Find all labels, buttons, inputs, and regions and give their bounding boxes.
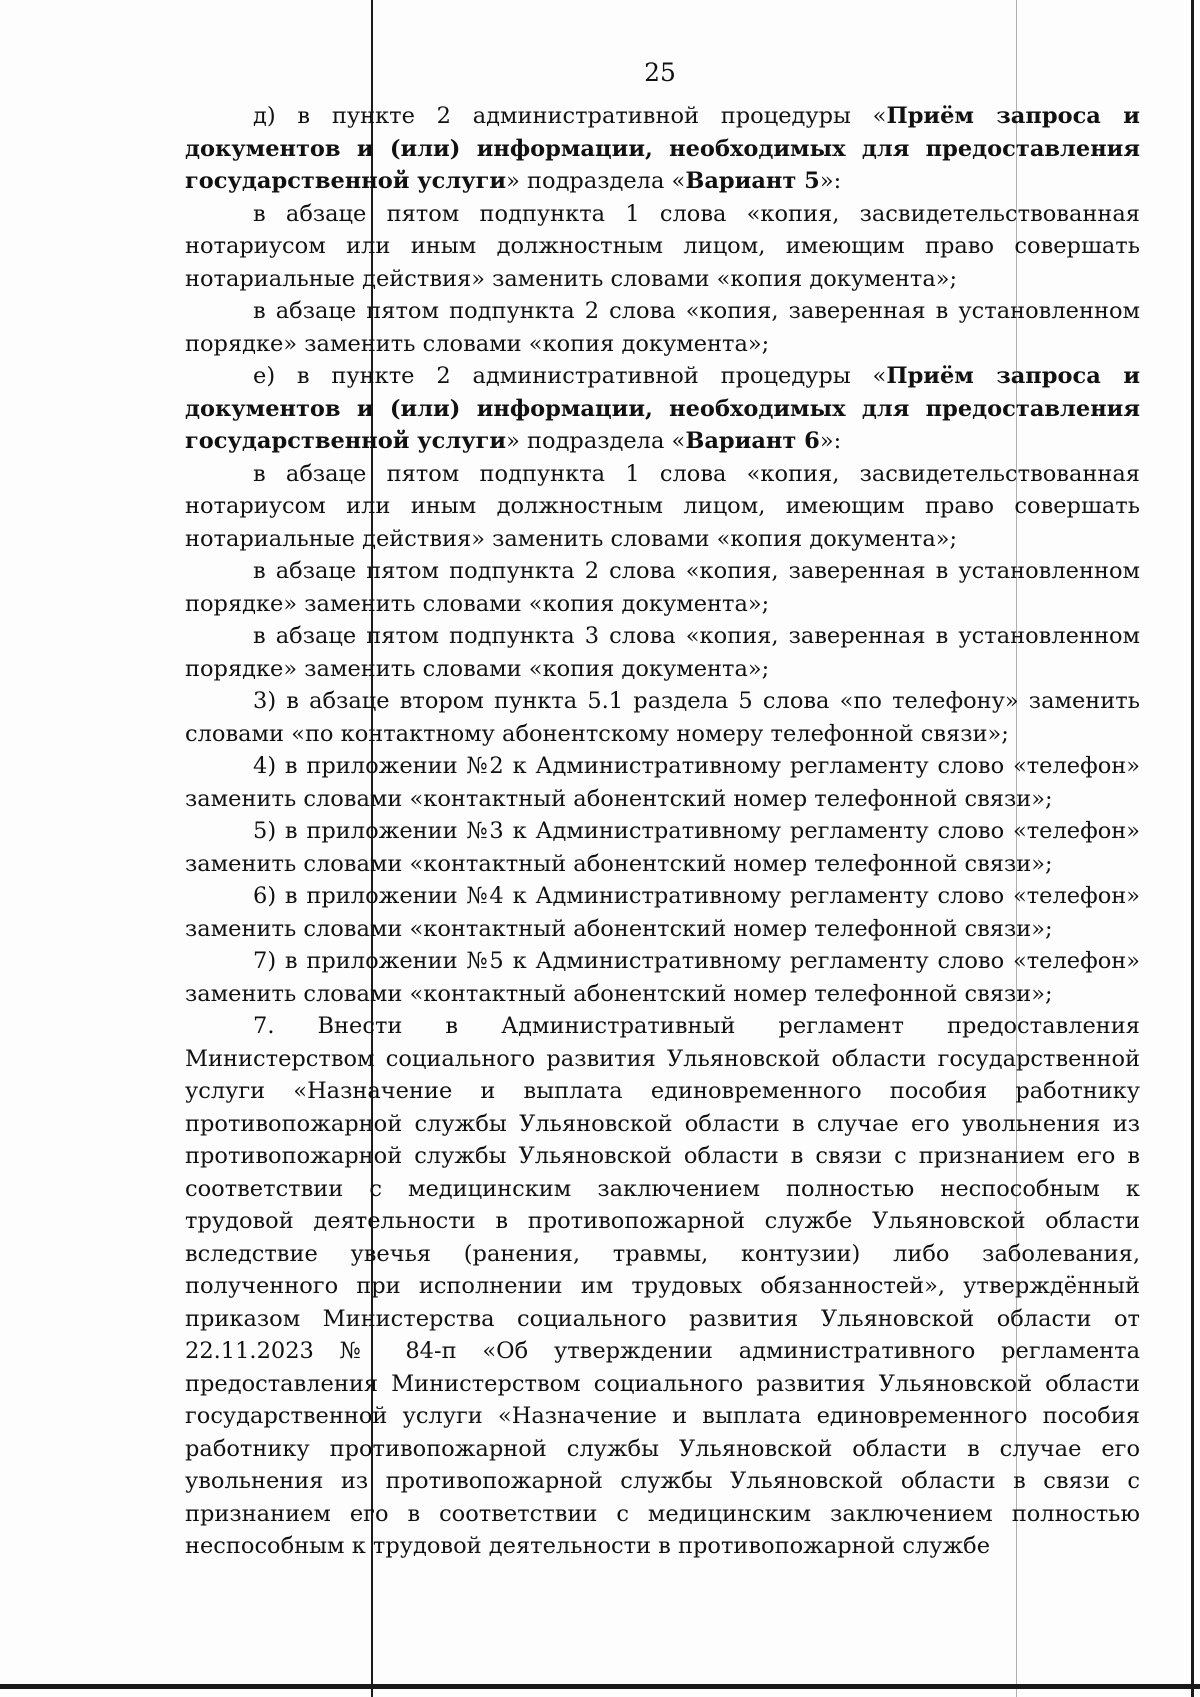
procedure-title: Приём запроса и документов и (или) информации, необходимых для предоставления государственной услуги — [185, 363, 1141, 454]
paragraph: 4) в приложении №2 к Административному регламенту слово «телефон» заменить словами «контактный абонентский номер телефонной связи»; — [185, 753, 1140, 812]
procedure-title: Приём запроса и документов и (или) информации, необходимых для предоставления государственной услуги — [185, 103, 1140, 194]
paragraph-text: » подраздела « — [506, 428, 686, 454]
paragraph-text: »: — [819, 168, 842, 194]
paragraph: 5) в приложении №3 к Административному регламенту слово «телефон» заменить словами «контактный абонентский номер телефонной связи»; — [185, 818, 1140, 877]
paragraph: 3) в абзаце втором пункта 5.1 раздела 5 слова «по телефону» заменить словами «по контактному абонентскому номеру телефонной связи»; — [185, 688, 1140, 747]
paragraph-e — [185, 360, 1140, 458]
paragraph: в абзаце пятом подпункта 3 слова «копия, заверенная в установленном порядке» заменить словами «копия документа»; — [185, 623, 1140, 682]
paragraph-text: » подраздела « — [506, 168, 686, 194]
paragraph: 7) в приложении №5 к Административному регламенту слово «телефон» заменить словами «контактный абонентский номер телефонной связи»; — [185, 948, 1140, 1007]
paragraph-text: »: — [819, 428, 842, 454]
variant-title: Вариант 6 — [685, 428, 820, 454]
scan-artifact-line — [1191, 0, 1194, 1697]
scan-artifact-line — [0, 1684, 1200, 1689]
paragraph-d — [185, 100, 1140, 198]
document-body — [185, 100, 1140, 1563]
paragraph: 6) в приложении №4 к Административному регламенту слово «телефон» заменить словами «контактный абонентский номер телефонной связи»; — [185, 883, 1140, 942]
variant-title: Вариант 5 — [685, 168, 820, 194]
paragraph-text: е) в пункте 2 административной процедуры « — [253, 363, 887, 389]
paragraph: в абзаце пятом подпункта 2 слова «копия, заверенная в установленном порядке» заменить словами «копия документа»; — [185, 298, 1140, 357]
paragraph: 7. Внести в Административный регламент предоставления Министерством социального развития Ульяновской области государственной услуги «Назначение и выплата единовременного пособия работнику противопожарной службы Ульяновской области в случае его увольнения из противопожарной службы Ульяновской области в связи с признанием его в соответствии с медицинским заключением полностью неспособным к трудовой деятельности в противопожарной службе Ульяновской области вследствие увечья (ранения, травмы, контузии) либо заболевания, полученного при исполнении им трудовых обязанностей», утверждённый приказом Министерства социального развития Ульяновской области от 22.11.2023 № 84-п «Об утверждении административного регламента предоставления Министерством социального развития Ульяновской области государственной услуги «Назначение и выплата единовременного пособия работнику противопожарной службы Ульяновской области в случае его увольнения из противопожарной службы Ульяновской области в связи с признанием его в соответствии с медицинским заключением полностью неспособным к трудовой деятельности в противопожарной службе — [185, 1013, 1140, 1559]
paragraph: в абзаце пятом подпункта 2 слова «копия, заверенная в установленном порядке» заменить словами «копия документа»; — [185, 558, 1140, 617]
page-number: 25 — [644, 58, 676, 87]
paragraph: в абзаце пятом подпункта 1 слова «копия, засвидетельствованная нотариусом или иным должностным лицом, имеющим право совершать нотариальные действия» заменить словами «копия документа»; — [185, 460, 1140, 552]
paragraph-text: д) в пункте 2 административной процедуры « — [253, 103, 887, 129]
paragraph: в абзаце пятом подпункта 1 слова «копия, засвидетельствованная нотариусом или иным должностным лицом, имеющим право совершать нотариальные действия» заменить словами «копия документа»; — [185, 200, 1140, 292]
